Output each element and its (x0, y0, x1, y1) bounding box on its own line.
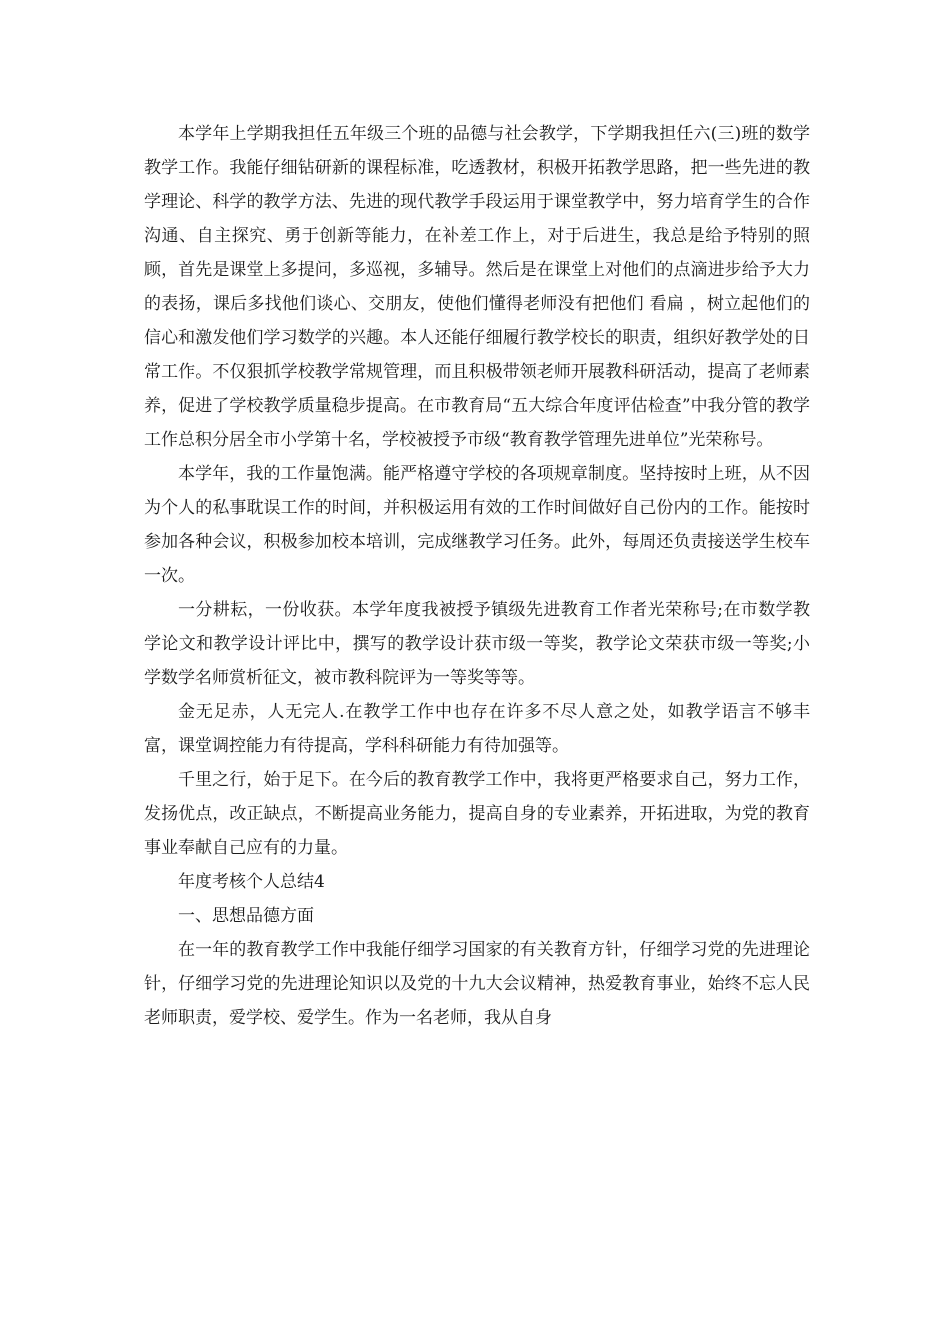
document-body (144, 117, 810, 1035)
paragraph-shortcomings: 金无足赤，人无完人.在教学工作中也存在许多不尽人意之处，如教学语言不够丰富，课堂调控能力有待提高，学科科研能力有待加强等。 (144, 702, 810, 756)
paragraph-achievements: 一分耕耘，一份收获。本学年度我被授予镇级先进教育工作者光荣称号;在市数学教学论文和教学设计评比中，撰写的教学设计获市级一等奖，教学论文荣获市级一等奖;小学数学名师赏析征文，被市教科院评为一等奖等等。 (144, 600, 810, 688)
paragraph-workload: 本学年，我的工作量饱满。能严格遵守学校的各项规章制度。坚持按时上班，从不因为个人的私事耽误工作的时间，并积极运用有效的工作时间做好自己份内的工作。能按时参加各种会议，积极参加校本培训，完成继教学习任务。此外，每周还负责接送学生校车一次。 (144, 464, 810, 586)
section-heading-ideology: 一、思想品德方面 (178, 906, 314, 926)
paragraph-teaching-work: 本学年上学期我担任五年级三个班的品德与社会教学，下学期我担任六(三)班的数学教学工作。我能仔细钻研新的课程标准，吃透教材，积极开拓教学思路，把一些先进的教学理论、科学的教学方法、先进的现代教学手段运用于课堂教学中，努力培育学生的合作沟通、自主探究、勇于创新等能力，在补差工作上，对于后进生，我总是给予特别的照顾，首先是课堂上多提问，多巡视，多辅导。然后是在课堂上对他们的点滴进步给予大力的表扬，课后多找他们谈心、交朋友，使他们懂得老师没有把他们 看扁 ，树立起他们的信心和激发他们学习数学的兴趣。本人还能仔细履行教学校长的职责，组织好教学处的日常工作。不仅狠抓学校教学常规管理，而且积极带领老师开展教科研活动，提高了老师素养，促进了学校教学质量稳步提高。在市教育局“五大综合年度评估检查”中我分管的教学工作总积分居全市小学第十名，学校被授予市级“教育教学管理先进单位”光荣称号。 (144, 124, 810, 450)
paragraph-future-plans: 千里之行，始于足下。在今后的教育教学工作中，我将更严格要求自己，努力工作，发扬优点，改正缺点，不断提高业务能力，提高自身的专业素养，开拓进取，为党的教育事业奉献自己应有的力量。 (144, 770, 810, 858)
section-title: 年度考核个人总结4 (178, 872, 325, 892)
paragraph-ideology: 在一年的教育教学工作中我能仔细学习国家的有关教育方针，仔细学习党的先进理论针，仔细学习党的先进理论知识以及党的十九大会议精神，热爱教育事业，始终不忘人民老师职责，爱学校、爱学生。作为一名老师，我从自身 (144, 940, 810, 1028)
